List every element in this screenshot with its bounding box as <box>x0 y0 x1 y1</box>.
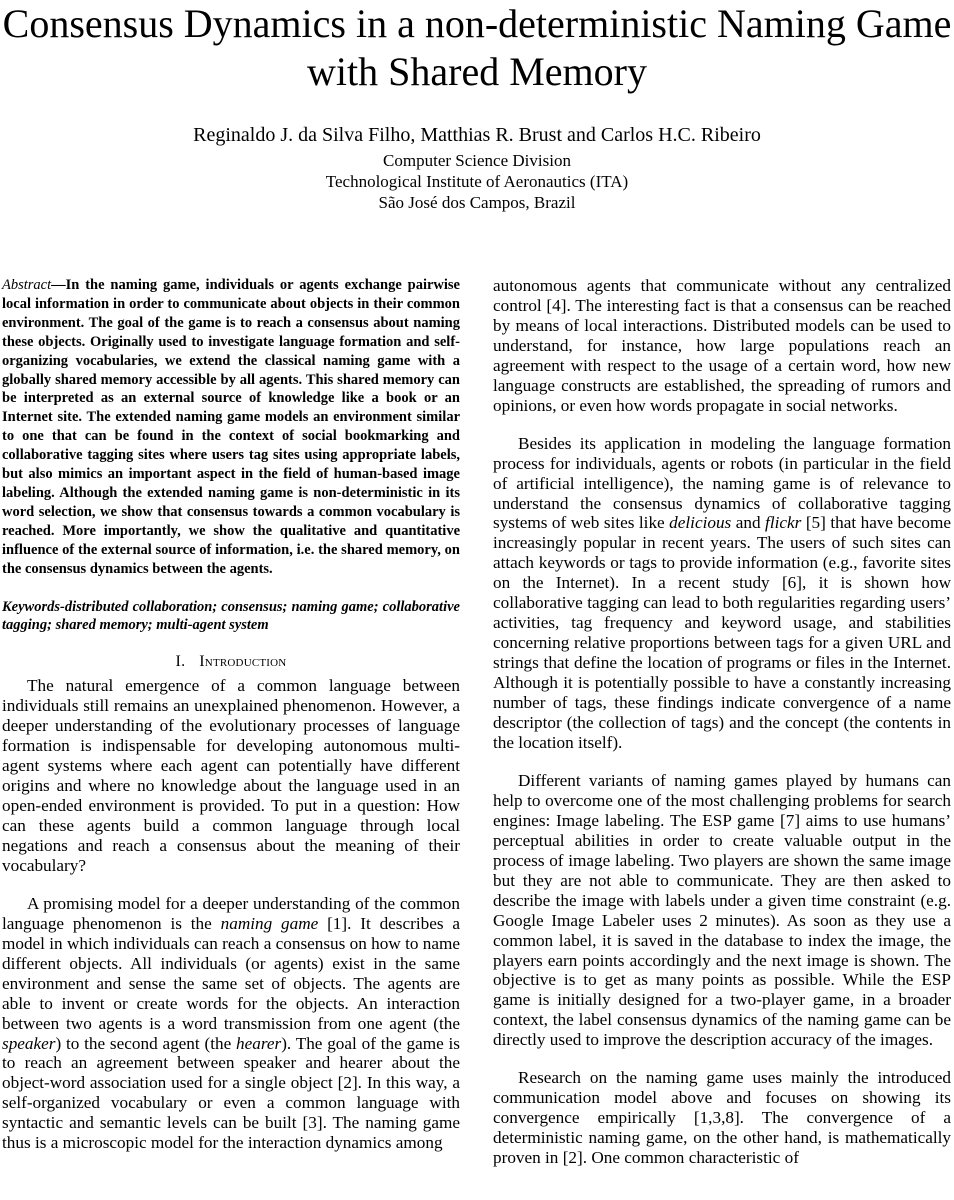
author-list: Reginaldo J. da Silva Filho, Matthias R. Brust and Carlos H.C. Ribeiro <box>193 124 761 146</box>
affiliation-line: Computer Science Division <box>383 151 571 170</box>
term-naming-game: naming game <box>220 913 319 933</box>
keywords: Keywords-distributed collaboration; consensus; naming game; collaborative tagging; shared memory; multi-agent system <box>2 598 460 634</box>
paper-title: Consensus Dynamics in a non-deterministic Naming Game with Shared Memory <box>2 1 952 94</box>
section-title: Introduction <box>199 653 287 671</box>
affiliation-block <box>0 150 954 213</box>
left-column <box>2 276 460 1153</box>
term-delicious: delicious <box>669 513 732 533</box>
term-speaker: speaker <box>2 1033 56 1053</box>
term-hearer: hearer <box>236 1033 282 1053</box>
paragraph: Different variants of naming games played by humans can help to overcome one of the most challenging problems for search engines: Image labeling. The ESP game [7] aims to use humans’ perceptual abilities in order to create valuable output in the process of image labeling. Two players are shown the same image but they are not able to communicate. They are then asked to describe the image with labels under a given time constraint (e.g. Google Image Labeler uses 2 minutes). As soon as they use a common label, it is saved in the database to index the image, the players earn points accordingly and the next image is shown. The objective is to get as many points as possible. While the ESP game is initially designed for a two-player game, in a broader context, the label consensus dynamics of the naming game can be directly used to improve the description accuracy of the images. <box>493 770 951 1050</box>
affiliation-line: Technological Institute of Aeronautics (ITA) <box>325 172 629 191</box>
paragraph: autonomous agents that communicate without any centralized control [4]. The interesting fact is that a consensus can be reached by means of local interactions. Distributed models can be used to understand, for instance, how large populations reach an agreement with respect to the usage of a certain word, how new language constructs are established, the spreading of rumors and opinions, or even how words propagate in social networks. <box>493 276 951 415</box>
section-number: I. <box>175 653 186 671</box>
affiliation-line: São José dos Campos, Brazil <box>378 193 576 212</box>
right-column <box>493 276 951 1168</box>
abstract-text: In the naming game, individuals or agents exchange pairwise local information in order to communicate about objects in their common environment. The goal of the game is to reach a consensus about naming these objects. Originally used to investigate language formation and self-organizing vocabularies, we extend the classical naming game with a globally shared memory accessible by all agents. This shared memory can be interpreted as an external source of knowledge like a book or an Internet site. The extended naming game models an environment similar to one that can be found in the context of social bookmarking and collaborative tagging sites where users tag sites using appropriate labels, but also mimics an important aspect in the field of human-based image labeling. Although the extended naming game is non-deterministic in its word selection, we show that consensus towards a common vocabulary is reached. More importantly, we show the qualitative and quantitative influence of the external source of information, i.e. the shared memory, on the consensus dynamics between the agents. <box>2 277 460 577</box>
paragraph: Besides its application in modeling the language formation process for individuals, agents or robots (in particular in the field of artificial intelligence), the naming game is of relevance to understand the consensus dynamics of collaborative tagging systems of web sites like delicious and flickr [5] that have become increasingly popular in recent years. The users of such sites can attach keywords or tags to provide information (e.g., favorite sites on the Internet). In a recent study [6], it is shown how collaborative tagging can lead to both regularities regarding users’ activities, tag frequency and keyword usage, and stabilities concerning relative proportions between tags for a given URL and strings that define the location of programs or files in the Internet. Although it is potentially possible to have a constantly increasing number of tags, these findings indicate convergence of a name descriptor (the collection of tags) and the concept (the contents in the location itself). <box>493 433 951 752</box>
abstract <box>2 276 460 579</box>
paragraph: A promising model for a deeper understanding of the common language phenomenon is the naming game [1]. It describes a model in which individuals can reach a consensus on how to name different objects. All individuals (or agents) exist in the same environment and sense the same set of objects. The agents are able to invent or create words for the objects. An interaction between two agents is a word transmission from one agent (the speaker) to the second agent (the hearer). The goal of the game is to reach an agreement between speaker and hearer about the object-word association used for a single object [2]. In this way, a self-organized vocabulary or even a common language with syntactic and semantic levels can be built [3]. The naming game thus is a microscopic model for the interaction dynamics among <box>2 893 460 1153</box>
paragraph: The natural emergence of a common language between individuals still remains an unexplained phenomenon. However, a deeper understanding of the evolutionary processes of language formation is indispensable for developing autonomous multi-agent systems where each agent can potentially have different origins and where no knowledge about the language used in an open-ended environment is provided. To put in a question: How can these agents build a common language through local negations and reach a consensus about the meaning of their vocabulary? <box>2 676 460 875</box>
abstract-label: Abstract <box>2 277 52 293</box>
paragraph: Research on the naming game uses mainly the introduced communication model above and focuses on showing its convergence empirically [1,3,8]. The convergence of a deterministic naming game, on the other hand, is mathematically proven in [2]. One common characteristic of <box>493 1068 951 1168</box>
term-flickr: flickr <box>765 513 802 533</box>
section-heading <box>2 652 460 672</box>
abstract-dash: — <box>51 277 66 293</box>
